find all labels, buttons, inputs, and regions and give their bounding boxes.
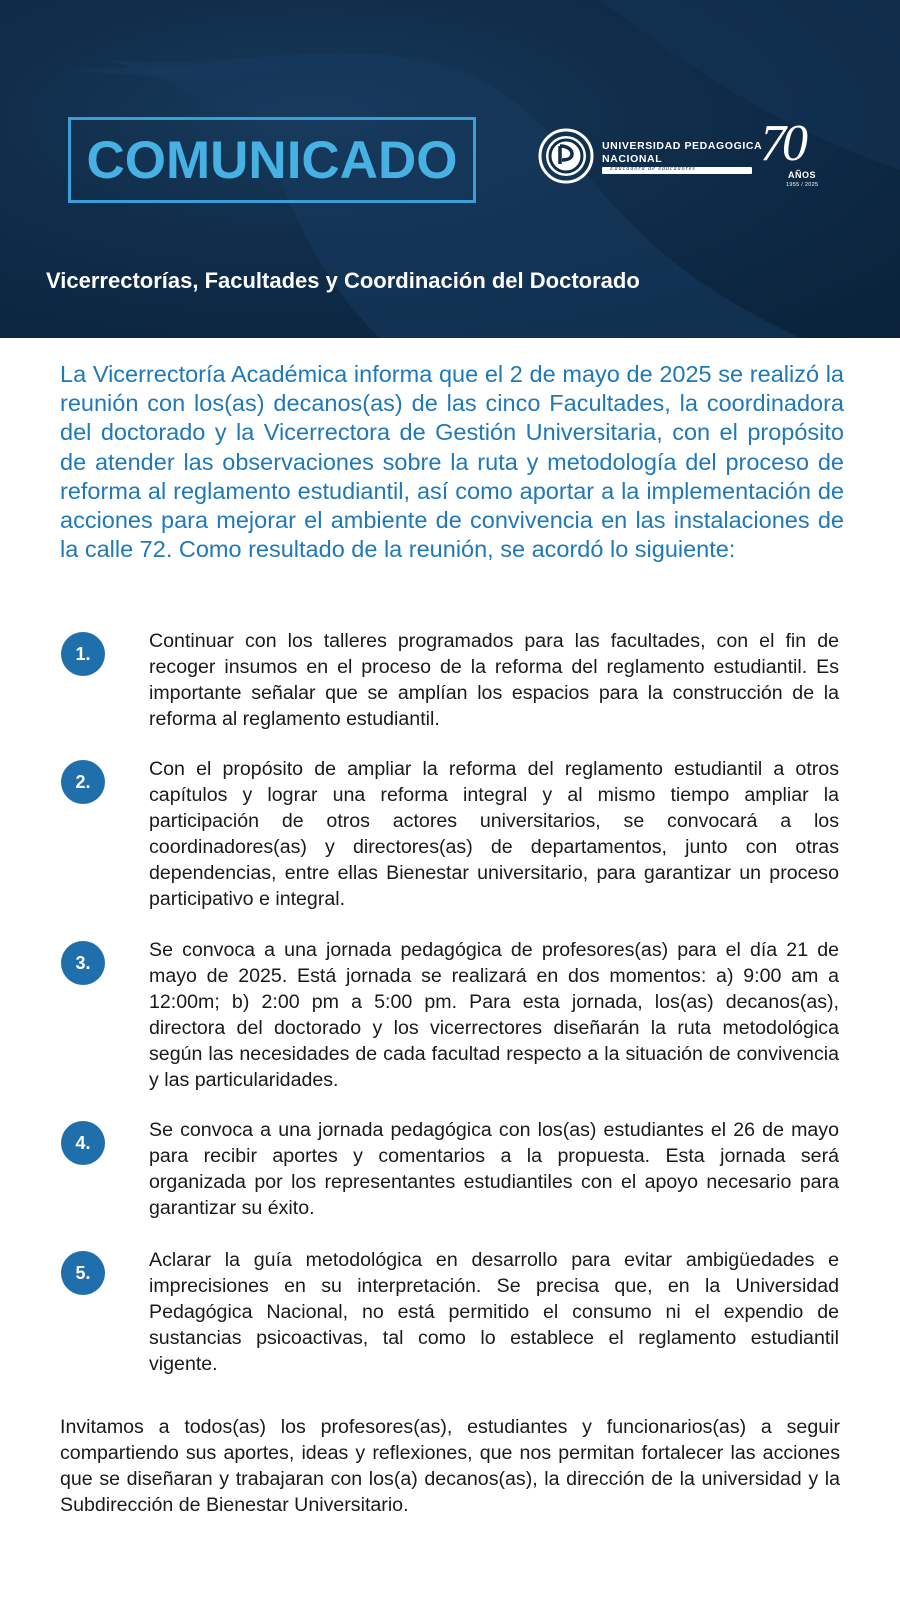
university-logo [538, 115, 838, 200]
item-number-badge: 1. [61, 632, 105, 676]
page-subtitle: Vicerrectorías, Facultades y Coordinación del Doctorado [46, 268, 640, 293]
item-text: Aclarar la guía metodológica en desarrollo para evitar ambigüedades e imprecisiones en su interpretación. Se precisa que, en la Universidad Pedagógica Nacional, no está permitido el consumo ni el expendio de sustancias psicoactivas, tal como lo establece el reglamento estudiantil vigente. [149, 1249, 839, 1375]
item-number-badge: 3. [61, 941, 105, 985]
university-name: UNIVERSIDAD PEDAGOGICA NACIONAL [602, 140, 763, 165]
page-title: COMUNICADO [86, 130, 458, 190]
anniversary-number: 70 [760, 115, 804, 172]
anniversary-label: AÑOS [788, 170, 817, 180]
item-number-badge: 5. [61, 1251, 105, 1295]
item-text: Con el propósito de ampliar la reforma del reglamento estudiantil a otros capítulos y lograr una reforma integral y al mismo tiempo ampliar la participación de otros actores universitarios, se convocará a los coordinadores(as) y directores(as) de departamentos, junto con otras dependencias, entre ellas Bienestar universitario, para garantizar un proceso participativo e integral. [149, 758, 839, 910]
intro-paragraph: La Vicerrectoría Académica informa que el 2 de mayo de 2025 se realizó la reunión con los(as) decanos(as) de las cinco Facultades, la coordinadora del doctorado y la Vicerrectora de Gestión Universitaria, con el propósito de atender las observaciones sobre la ruta y metodología del proceso de reforma al reglamento estudiantil, así como aportar a la implementación de acciones para mejorar el ambiente de convivencia en las instalaciones de la calle 72. Como resultado de la reunión, se acordó lo siguiente: [60, 361, 844, 563]
university-seal-icon [538, 128, 594, 184]
header-banner [0, 0, 900, 338]
item-number-badge: 4. [61, 1121, 105, 1165]
item-text: Se convoca a una jornada pedagógica de profesores(as) para el día 21 de mayo de 2025. Está jornada se realizará en dos momentos: a) 9:00 am a 12:00m; b) 2:00 pm a 5:00 pm. Para esta jornada, los(as) decanos(as), directora del doctorado y los vicerrectores diseñarán la ruta metodológica según las necesidades de cada facultad respecto a la situación de convivencia y las particularidades. [149, 939, 839, 1091]
closing-paragraph: Invitamos a todos(as) los profesores(as), estudiantes y funcionarios(as) a seguir compartiendo sus aportes, ideas y reflexiones, que nos permitan fortalecer las acciones que se diseñaran y trabajaran con los(a) decanos(as), la dirección de la universidad y la Subdirección de Bienestar Universitario. [60, 1416, 840, 1516]
item-number-badge: 2. [61, 760, 105, 804]
university-slogan: Educadora de educadores [610, 166, 696, 172]
anniversary-logo [760, 115, 830, 192]
title-box [68, 117, 476, 203]
item-text: Continuar con los talleres programados para las facultades, con el fin de recoger insumos en el proceso de la reforma del reglamento estudiantil. Es importante señalar que se amplían los espacios para la construcción de la reforma al reglamento estudiantil. [149, 630, 839, 730]
item-text: Se convoca a una jornada pedagógica con los(as) estudiantes el 26 de mayo para recibir aportes y comentarios a la propuesta. Esta jornada será organizada por los representantes estudiantiles con el apoyo necesario para garantizar su éxito. [149, 1119, 839, 1219]
anniversary-years: 1955 / 2025 [786, 182, 819, 188]
